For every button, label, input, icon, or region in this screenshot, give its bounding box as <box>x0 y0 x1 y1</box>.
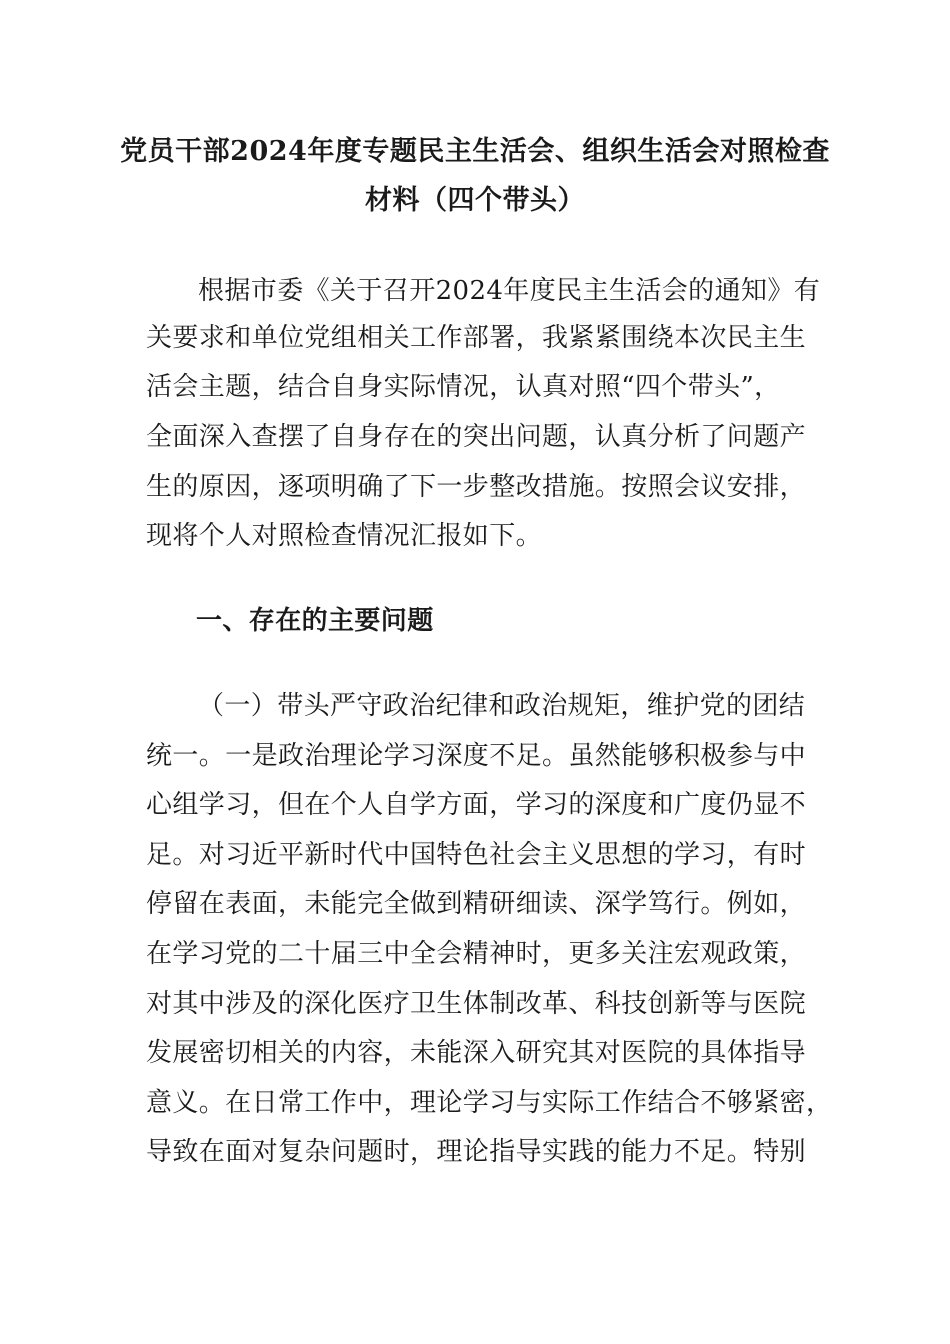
document-title-line-1: 党员干部2024年度专题民主生活会、组织生活会对照检查 <box>120 136 830 167</box>
section-heading: 一、存在的主要问题 <box>196 606 434 636</box>
intro-line: 现将个人对照检查情况汇报如下。 <box>146 521 543 551</box>
body-line: 意义。在日常工作中，理论学习与实际工作结合不够紧密， <box>146 1088 833 1118</box>
body-line: 导致在面对复杂问题时，理论指导实践的能力不足。特别 <box>146 1137 807 1167</box>
intro-line: 活会主题，结合自身实际情况，认真对照“四个带头”， <box>146 372 781 402</box>
document-title-line-2: 材料（四个带头） <box>365 185 585 216</box>
intro-line: 关要求和单位党组相关工作部署，我紧紧围绕本次民主生 <box>146 323 807 353</box>
body-line: 心组学习，但在个人自学方面，学习的深度和广度仍显不 <box>146 790 807 820</box>
body-line: 足。对习近平新时代中国特色社会主义思想的学习，有时 <box>146 840 807 870</box>
body-line: 对其中涉及的深化医疗卫生体制改革、科技创新等与医院 <box>146 989 807 1019</box>
body-line: 在学习党的二十届三中全会精神时，更多关注宏观政策， <box>146 939 807 969</box>
intro-line: 生的原因，逐项明确了下一步整改措施。按照会议安排， <box>146 472 807 502</box>
intro-line: 根据市委《关于召开2024年度民主生活会的通知》有 <box>198 276 821 306</box>
body-line: 发展密切相关的内容，未能深入研究其对医院的具体指导 <box>146 1038 807 1068</box>
body-line: 停留在表面，未能完全做到精研细读、深学笃行。例如， <box>146 889 807 919</box>
body-line: 统一。一是政治理论学习深度不足。虽然能够积极参与中 <box>146 741 807 771</box>
intro-line: 全面深入查摆了自身存在的突出问题，认真分析了问题产 <box>146 422 807 452</box>
body-line: （一）带头严守政治纪律和政治规矩，维护党的团结 <box>198 691 806 721</box>
